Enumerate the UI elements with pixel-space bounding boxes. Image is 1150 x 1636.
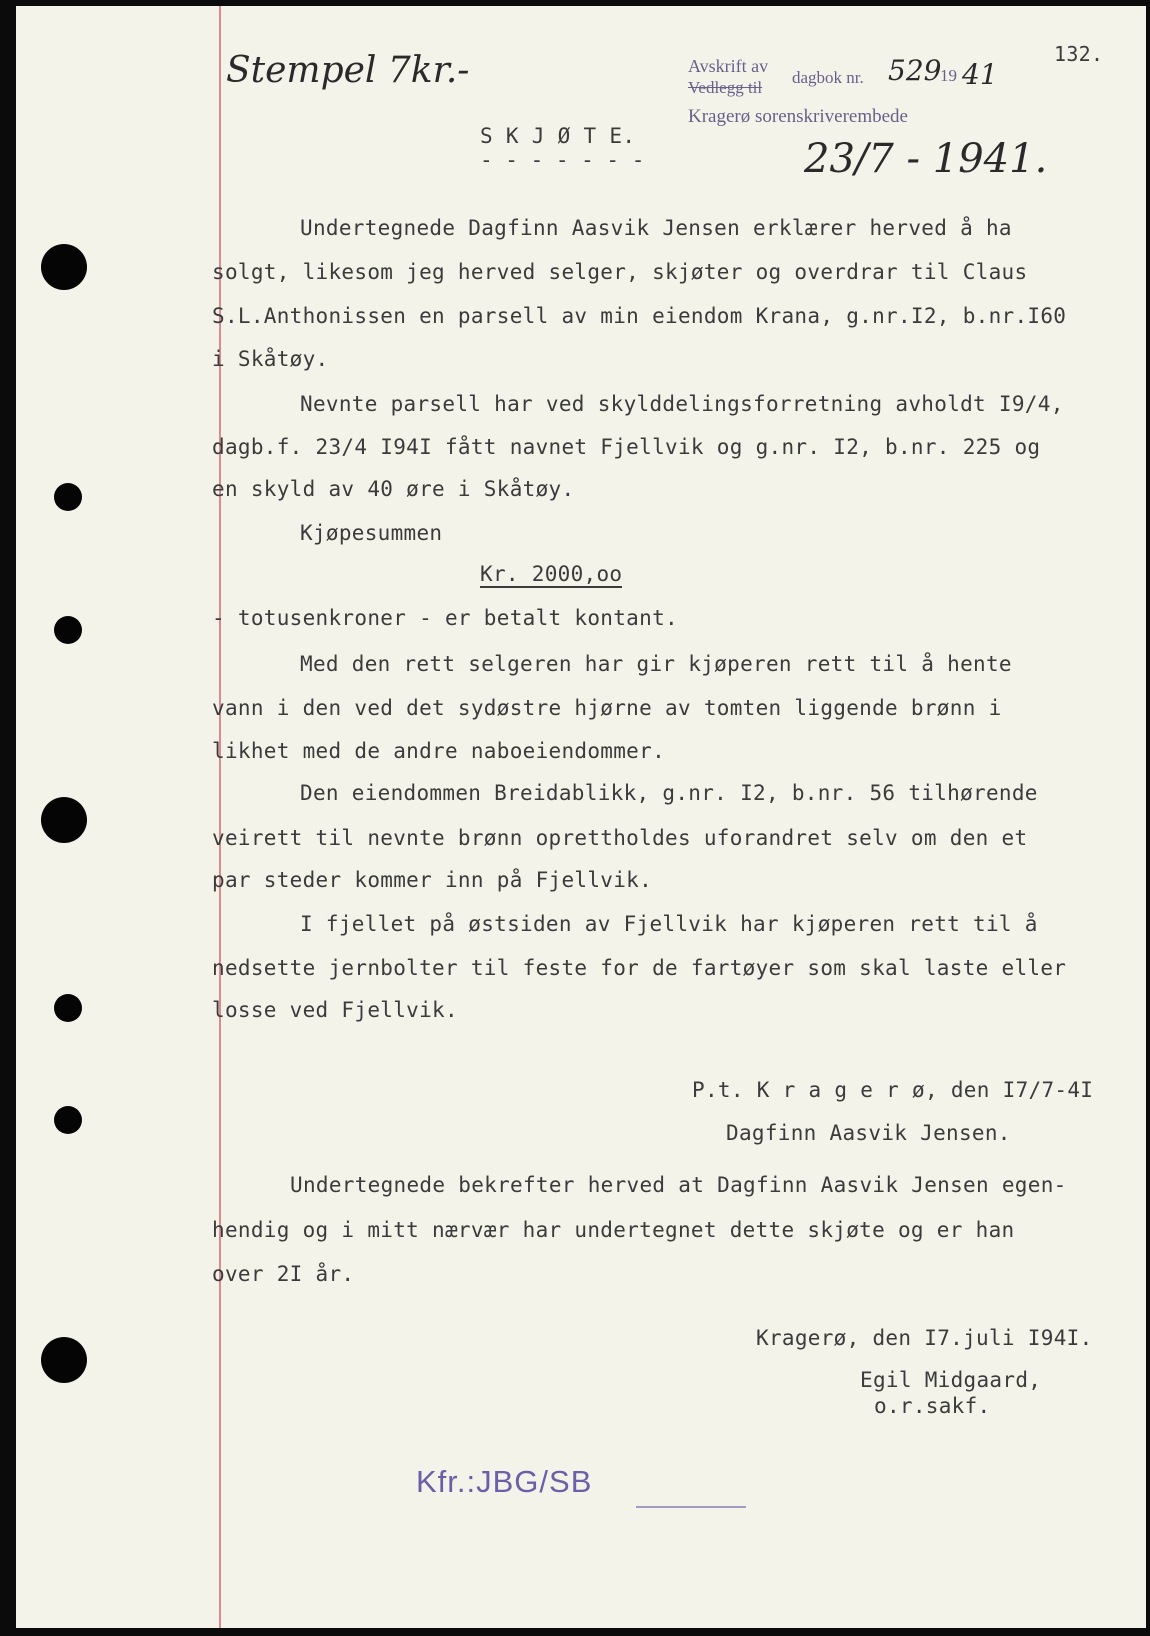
title-underline: - - - - - - -: [480, 148, 645, 172]
document-page: [16, 6, 1146, 1628]
stamp-date-handwritten: 23/7 - 1941.: [804, 136, 1048, 182]
body-line: losse ved Fjellvik.: [212, 998, 458, 1022]
witness-line: hendig og i mitt nærvær har undertegnet dette skjøte og er han: [212, 1218, 1015, 1242]
body-line: Nevnte parsell har ved skylddelingsforretning avholdt I9/4,: [300, 392, 1064, 416]
body-line: par steder kommer inn på Fjellvik.: [212, 868, 653, 892]
margin-line: [219, 6, 221, 1628]
punch-hole: [54, 483, 82, 511]
body-line: Den eiendommen Breidablikk, g.nr. I2, b.nr. 56 tilhørende: [300, 781, 1038, 805]
stamp-line: [636, 1506, 746, 1508]
body-line: solgt, likesom jeg herved selger, skjøter og overdrar til Claus: [212, 260, 1028, 284]
punch-hole: [41, 244, 87, 290]
bottom-stamp: Kfr.:JBG/SB: [416, 1464, 593, 1499]
punch-hole: [41, 797, 87, 843]
place-date-2: Kragerø, den I7.juli I94I.: [756, 1326, 1093, 1350]
body-line: en skyld av 40 øre i Skåtøy.: [212, 477, 575, 501]
page-number: 132.: [1054, 42, 1104, 66]
stamp-avskrift: Avskrift av: [688, 56, 769, 76]
margin-note: Stempel 7kr.-: [226, 50, 470, 91]
stamp-dagbok-number: 529: [888, 54, 942, 87]
witness-line: over 2I år.: [212, 1262, 355, 1286]
stamp-year-prefix: 19: [940, 66, 957, 85]
punch-hole: [41, 1337, 87, 1383]
witness-line: Undertegnede bekrefter herved at Dagfinn Aasvik Jensen egen-: [290, 1173, 1067, 1197]
body-line: dagb.f. 23/4 I94I fått navnet Fjellvik og g.nr. I2, b.nr. 225 og: [212, 435, 1041, 459]
body-line: I fjellet på østsiden av Fjellvik har kjøperen rett til å: [300, 912, 1038, 936]
punch-hole: [54, 994, 82, 1022]
body-line: Med den rett selgeren har gir kjøperen rett til å hente: [300, 652, 1012, 676]
body-line: - totusenkroner - er betalt kontant.: [212, 606, 678, 630]
signature-2-title: o.r.sakf.: [874, 1394, 991, 1418]
purchase-amount: Kr. 2000,oo: [480, 562, 623, 586]
stamp-dagbok-label: dagbok nr.: [792, 68, 864, 87]
signature-2: Egil Midgaard,: [860, 1368, 1042, 1392]
body-line: veirett til nevnte brønn oprettholdes uforandret selv om den et: [212, 826, 1028, 850]
body-line: Undertegnede Dagfinn Aasvik Jensen erklærer herved å ha: [300, 216, 1012, 240]
punch-hole: [54, 616, 82, 644]
place-date-1: P.t. K r a g e r ø, den I7/7-4I: [692, 1078, 1094, 1102]
document-title: S K J Ø T E.: [480, 124, 636, 148]
stamp-office: Kragerø sorenskriverembede: [688, 106, 908, 127]
stamp-year-suffix: 41: [962, 58, 998, 91]
body-line: nedsette jernbolter til feste for de fartøyer som skal laste eller: [212, 956, 1067, 980]
body-line: Kjøpesummen: [300, 521, 443, 545]
body-line: likhet med de andre naboeiendommer.: [212, 739, 666, 763]
body-line: S.L.Anthonissen en parsell av min eiendom Krana, g.nr.I2, b.nr.I60: [212, 304, 1067, 328]
body-line: vann i den ved det sydøstre hjørne av tomten liggende brønn i: [212, 696, 1002, 720]
stamp-vedlegg: Vedlegg til: [688, 78, 763, 97]
signature-1: Dagfinn Aasvik Jensen.: [726, 1121, 1011, 1145]
body-line: i Skåtøy.: [212, 347, 329, 371]
punch-hole: [54, 1106, 82, 1134]
